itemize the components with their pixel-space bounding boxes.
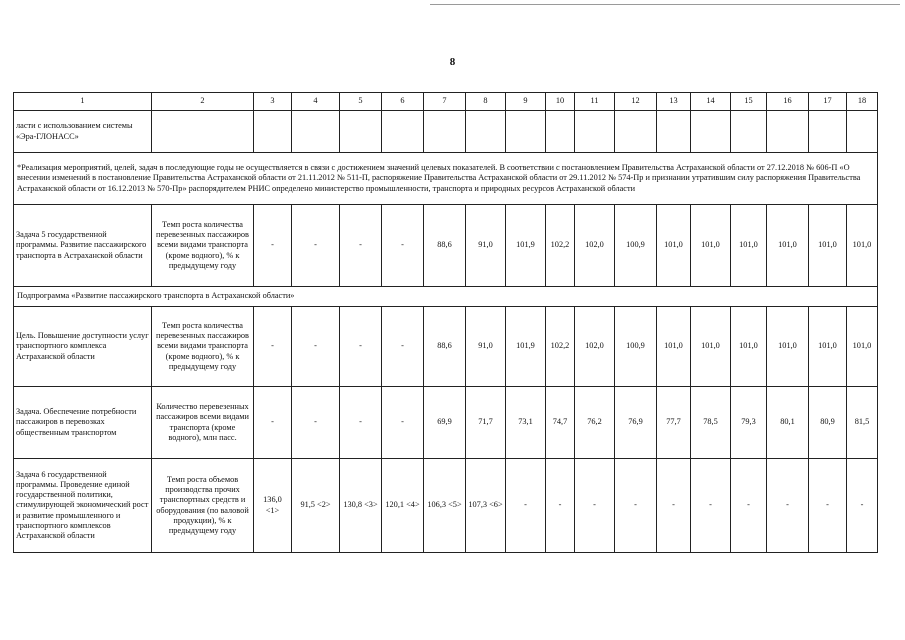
- value-cell: -: [575, 459, 615, 553]
- value-cell: 100,9: [615, 205, 657, 287]
- value-cell: -: [382, 387, 424, 459]
- row-name-cell: Задача 6 государственной программы. Проведение единой государственной политики, стимулирующей экономический рост и развитие промышленного и транспортного комплексов Астраханской области: [14, 459, 152, 553]
- value-cell: 101,0: [657, 205, 691, 287]
- note-row: [14, 153, 878, 205]
- value-cell: -: [382, 205, 424, 287]
- header-cell: 3: [254, 93, 292, 111]
- value-cell: 102,2: [546, 205, 575, 287]
- row-name-cell: ласти с использованием системы «Эра-ГЛОНАСС»: [14, 111, 152, 153]
- value-cell: 80,9: [809, 387, 847, 459]
- value-cell: 79,3: [731, 387, 767, 459]
- subprogram-title: Подпрограмма «Развитие пассажирского транспорта в Астраханской области»: [14, 287, 878, 307]
- value-cell: -: [767, 459, 809, 553]
- value-cell: -: [546, 459, 575, 553]
- value-cell: [382, 111, 424, 153]
- value-cell: 101,9: [506, 205, 546, 287]
- value-cell: 101,0: [731, 205, 767, 287]
- header-cell: 13: [657, 93, 691, 111]
- value-cell: -: [506, 459, 546, 553]
- page-number: 8: [449, 56, 456, 68]
- value-cell: 73,1: [506, 387, 546, 459]
- top-rule: [430, 4, 900, 5]
- value-cell: 101,0: [809, 205, 847, 287]
- value-cell: -: [691, 459, 731, 553]
- value-cell: [767, 111, 809, 153]
- value-cell: -: [731, 459, 767, 553]
- value-cell: 91,5 <2>: [292, 459, 340, 553]
- value-cell: 88,6: [424, 307, 466, 387]
- value-cell: [546, 111, 575, 153]
- value-cell: 91,0: [466, 307, 506, 387]
- value-cell: -: [615, 459, 657, 553]
- value-cell: -: [657, 459, 691, 553]
- row-name-cell: Задача 5 государственной программы. Развитие пассажирского транспорта в Астраханской области: [14, 205, 152, 287]
- header-cell: 5: [340, 93, 382, 111]
- value-cell: [340, 111, 382, 153]
- value-cell: [809, 111, 847, 153]
- value-cell: 88,6: [424, 205, 466, 287]
- value-cell: 101,0: [657, 307, 691, 387]
- indicator-cell: Темп роста количества перевезенных пассажиров всеми видами транспорта (кроме водного), % к предыдущему году: [152, 307, 254, 387]
- value-cell: 120,1 <4>: [382, 459, 424, 553]
- indicator-cell: Темп роста объемов производства прочих транспортных средств и оборудования (по валовой продукции), % к предыдущему году: [152, 459, 254, 553]
- value-cell: [424, 111, 466, 153]
- table-row: [14, 459, 878, 553]
- header-cell: 17: [809, 93, 847, 111]
- header-cell: 6: [382, 93, 424, 111]
- value-cell: 69,9: [424, 387, 466, 459]
- row-name-cell: Задача. Обеспечение потребности пассажиров в перевозках общественным транспортом: [14, 387, 152, 459]
- header-cell: 7: [424, 93, 466, 111]
- value-cell: 106,3 <5>: [424, 459, 466, 553]
- value-cell: [657, 111, 691, 153]
- note-text: *Реализация мероприятий, целей, задач в последующие годы не осуществляется в связи с достижением значений целевых показателей. В соответствии с постановлением Правительства Астраханской области от 27.12.2018 № 606-П «О внесении изменений в постановление Правительства Астраханской области от 21.11.2012 № 511-П, распоряжение Правительства Астраханской области от 29.11.2012 № 574-Пр и признании утратившим силу распоряжения Правительства Астраханской области от 16.12.2013 № 570-Пр» распорядителем РНИС определено министерство промышленности, транспорта и природных ресурсов Астраханской области: [14, 153, 878, 205]
- value-cell: 77,7: [657, 387, 691, 459]
- row-name-cell: Цель. Повышение доступности услуг транспортного комплекса Астраханской области: [14, 307, 152, 387]
- header-cell: 4: [292, 93, 340, 111]
- value-cell: 130,8 <3>: [340, 459, 382, 553]
- value-cell: 102,0: [575, 205, 615, 287]
- value-cell: -: [340, 205, 382, 287]
- value-cell: 76,9: [615, 387, 657, 459]
- value-cell: 78,5: [691, 387, 731, 459]
- value-cell: 136,0 <1>: [254, 459, 292, 553]
- header-cell: 8: [466, 93, 506, 111]
- value-cell: 101,9: [506, 307, 546, 387]
- header-cell: 16: [767, 93, 809, 111]
- value-cell: -: [292, 205, 340, 287]
- value-cell: 101,0: [767, 307, 809, 387]
- header-row: [14, 93, 878, 111]
- value-cell: 101,0: [847, 307, 878, 387]
- value-cell: 76,2: [575, 387, 615, 459]
- indicators-table: [13, 92, 878, 553]
- value-cell: 101,0: [731, 307, 767, 387]
- value-cell: -: [254, 387, 292, 459]
- table-row: [14, 111, 878, 153]
- value-cell: 81,5: [847, 387, 878, 459]
- value-cell: 101,0: [691, 307, 731, 387]
- header-cell: 14: [691, 93, 731, 111]
- value-cell: -: [847, 459, 878, 553]
- value-cell: 102,0: [575, 307, 615, 387]
- value-cell: -: [254, 307, 292, 387]
- value-cell: [292, 111, 340, 153]
- value-cell: [731, 111, 767, 153]
- value-cell: 101,0: [847, 205, 878, 287]
- header-cell: 12: [615, 93, 657, 111]
- value-cell: 80,1: [767, 387, 809, 459]
- table-row: [14, 387, 878, 459]
- header-cell: 9: [506, 93, 546, 111]
- value-cell: -: [382, 307, 424, 387]
- indicator-cell: [152, 111, 254, 153]
- value-cell: [506, 111, 546, 153]
- value-cell: 107,3 <6>: [466, 459, 506, 553]
- value-cell: -: [340, 387, 382, 459]
- table-row: [14, 307, 878, 387]
- value-cell: -: [292, 307, 340, 387]
- table-row: [14, 205, 878, 287]
- indicator-cell: Количество перевезенных пассажиров всеми видами транспорта (кроме водного), млн пасс.: [152, 387, 254, 459]
- value-cell: 101,0: [691, 205, 731, 287]
- value-cell: [575, 111, 615, 153]
- value-cell: -: [292, 387, 340, 459]
- value-cell: 71,7: [466, 387, 506, 459]
- header-cell: 10: [546, 93, 575, 111]
- value-cell: 91,0: [466, 205, 506, 287]
- header-cell: 11: [575, 93, 615, 111]
- note-row: [14, 287, 878, 307]
- value-cell: [254, 111, 292, 153]
- value-cell: [615, 111, 657, 153]
- value-cell: [691, 111, 731, 153]
- value-cell: 101,0: [809, 307, 847, 387]
- value-cell: [466, 111, 506, 153]
- value-cell: -: [809, 459, 847, 553]
- value-cell: -: [340, 307, 382, 387]
- header-cell: 2: [152, 93, 254, 111]
- value-cell: [847, 111, 878, 153]
- header-cell: 1: [14, 93, 152, 111]
- value-cell: -: [254, 205, 292, 287]
- header-cell: 15: [731, 93, 767, 111]
- indicator-cell: Темп роста количества перевезенных пассажиров всеми видами транспорта (кроме водного), % к предыдущему году: [152, 205, 254, 287]
- value-cell: 74,7: [546, 387, 575, 459]
- value-cell: 100,9: [615, 307, 657, 387]
- header-cell: 18: [847, 93, 878, 111]
- value-cell: 102,2: [546, 307, 575, 387]
- value-cell: 101,0: [767, 205, 809, 287]
